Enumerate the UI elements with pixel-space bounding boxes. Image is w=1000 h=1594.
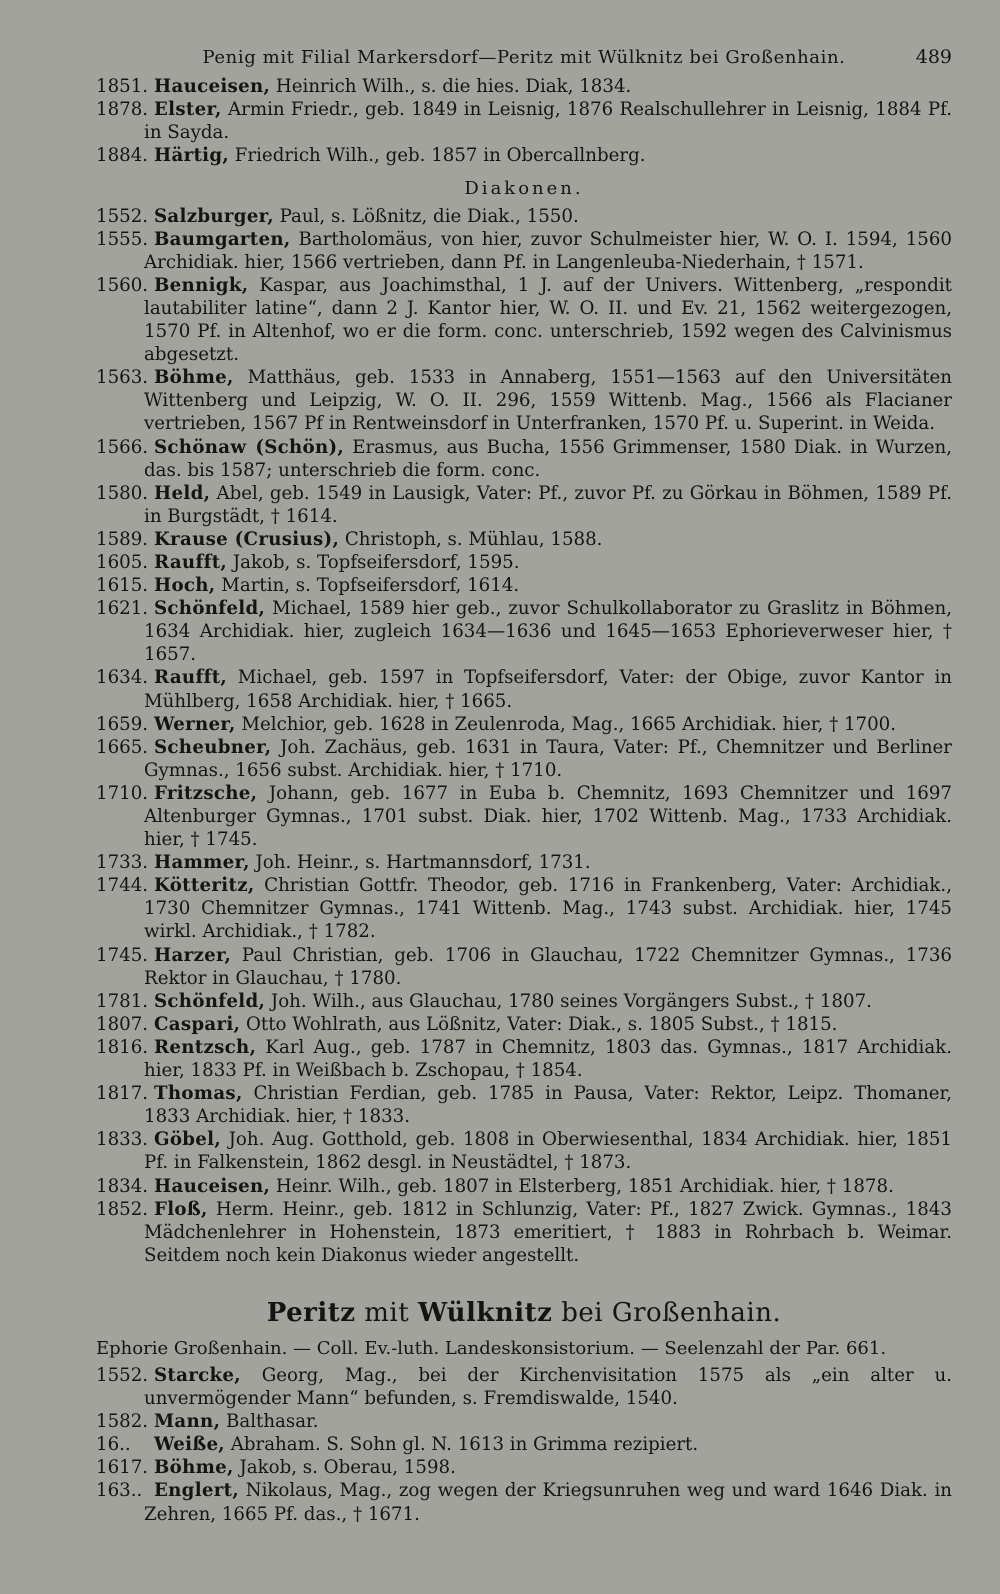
entry-name: Böhme, (154, 367, 234, 389)
entry-text: Nikolaus, Mag., zog wegen der Kriegsunruhen weg und ward 1646 Diak. in Zehren, 1665 Pf. das., † 1671. (144, 1480, 952, 1525)
entry-text: Heinrich Wilh., s. die hies. Diak, 1834. (270, 76, 632, 98)
entry-name: Hauceisen, (154, 1175, 271, 1197)
entry-text: Heinr. Wilh., geb. 1807 in Elsterberg, 1851 Archidiak. hier, † 1878. (270, 1175, 894, 1197)
entry-name: Rentzsch, (154, 1036, 257, 1058)
entry-year: 16.. (96, 1434, 131, 1456)
entry-text: Joh. Heinr., s. Hartmannsdorf, 1731. (249, 852, 591, 874)
entry-name: Harzer, (154, 944, 232, 966)
entry-text: Jakob, s. Topfseifersdorf, 1595. (227, 551, 520, 573)
biography-entry (96, 1364, 952, 1410)
biography-entry (96, 574, 952, 597)
entry-year: 1833. (96, 1129, 149, 1151)
entry-text: Kaspar, aus Joachimsthal, 1 J. auf der Univers. Wittenberg, „respondit lautabiliter latine“, dann 2 J. Kantor hier, W. O. II. und Ev. 21, 1562 weitergezogen, 1570 Pf. in Altenhof, wo er die form. conc. unterschrieb, 1592 wegen des Calvinismus abgesetzt. (144, 274, 952, 366)
entry-text: Christian Gottfr. Theodor, geb. 1716 in Frankenberg, Vater: Archidiak., 1730 Chemnitzer Gymnas., 1741 Wittenb. Mag., 1743 subst. Archidiak. hier, 1745 wirkl. Archidiak., † 1782. (144, 875, 952, 943)
entry-text: Otto Wohlrath, aus Lößnitz, Vater: Diak., s. 1805 Subst., † 1815. (240, 1013, 838, 1035)
running-title: Penig mit Filial Markersdorf—Peritz mit Wülknitz bei Großenhain. (202, 47, 846, 68)
entry-year: 1615. (96, 575, 149, 597)
entry-text: Balthasar. (220, 1411, 319, 1433)
biography-entry (96, 528, 952, 551)
entry-text: Michael, 1589 hier geb., zuvor Schulkollaborator zu Graslitz in Böhmen, 1634 Archidiak. hier, zugleich 1634—1636 und 1645—1653 Ephorieverweser hier, † 1657. (144, 598, 952, 666)
biography-entry (96, 144, 952, 167)
entry-year: 1665. (96, 736, 149, 758)
entry-text: Matthäus, geb. 1533 in Annaberg, 1551—1563 auf den Universitäten Wittenberg und Leipzig, W. O. II. 296, 1559 Wittenb. Mag., 1566 als Flacianer vertrieben, 1567 Pf in Rentweinsdorf in Unterfranken, 1570 Pf. u. Superint. in Weida. (144, 367, 952, 435)
parish-title-connector: mit (355, 1297, 418, 1328)
entry-year: 1605. (96, 551, 149, 573)
entry-text: Martin, s. Topfseifersdorf, 1614. (215, 575, 520, 597)
entry-name: Held, (154, 482, 211, 504)
entry-year: 1552. (96, 205, 149, 227)
entry-year: 1634. (96, 667, 149, 689)
biography-entry (96, 551, 952, 574)
page-number: 489 (915, 46, 952, 68)
entry-name: Weiße, (154, 1434, 225, 1456)
entry-text: Johann, geb. 1677 in Euba b. Chemnitz, 1693 Chemnitzer und 1697 Altenburger Gymnas., 1701 subst. Diak. hier, 1702 Wittenb. Mag., 1733 Archidiak. hier, † 1745. (144, 782, 952, 851)
parish-filial-name: Wülknitz (417, 1297, 553, 1328)
entry-year: 1563. (96, 367, 149, 389)
biography-entry (96, 713, 952, 736)
biography-entry (96, 1128, 952, 1174)
entry-name: Krause (Crusius), (154, 528, 340, 550)
biography-entry (96, 782, 952, 851)
entry-name: Thomas, (154, 1083, 243, 1105)
entry-year: 1834. (96, 1175, 149, 1197)
section-heading-diakonen: Diakonen. (464, 178, 584, 200)
entry-year: 1781. (96, 990, 149, 1012)
biography-entry (96, 1036, 952, 1082)
entry-text: Christian Ferdian, geb. 1785 in Pausa, Vater: Rektor, Leipz. Thomaner, 1833 Archidiak. hier, † 1833. (144, 1083, 952, 1128)
entry-text: Abel, geb. 1549 in Lausigk, Vater: Pf., zuvor Pf. zu Görkau in Böhmen, 1589 Pf. in Burgstädt, † 1614. (144, 482, 952, 527)
entry-text: Paul Christian, geb. 1706 in Glauchau, 1722 Chemnitzer Gymnas., 1736 Rektor in Glauchau, † 1780. (144, 944, 952, 989)
entry-text: Michael, geb. 1597 in Topfseifersdorf, Vater: der Obige, zuvor Kantor in Mühlberg, 1658 Archidiak. hier, † 1665. (144, 667, 952, 712)
entry-year: 1710. (96, 782, 149, 804)
entry-year: 1582. (96, 1411, 149, 1433)
entry-year: 1878. (96, 99, 149, 121)
entry-text: Armin Friedr., geb. 1849 in Leisnig, 1876 Realschullehrer in Leisnig, 1884 Pf. in Sayda. (144, 99, 952, 144)
entry-year: 1807. (96, 1013, 149, 1035)
entry-name: Raufft, (154, 551, 228, 573)
entry-name: Starcke, (154, 1364, 241, 1386)
entry-name: Werner, (154, 713, 236, 735)
entry-name: Floß, (154, 1198, 208, 1220)
entry-name: Göbel, (154, 1129, 221, 1151)
entry-text: Friedrich Wilh., geb. 1857 in Obercallnberg. (229, 145, 646, 167)
running-header (96, 46, 952, 69)
entry-year: 1552. (96, 1364, 149, 1386)
biography-entry (96, 366, 952, 435)
entry-year: 1580. (96, 482, 149, 504)
entry-name: Mann, (154, 1411, 221, 1433)
entry-year: 1560. (96, 274, 149, 296)
diakonen-list (96, 205, 952, 1267)
entry-name: Baumgarten, (154, 228, 291, 250)
entry-text: Joh. Aug. Gotthold, geb. 1808 in Oberwiesenthal, 1834 Archidiak. hier, 1851 Pf. in Falkenstein, 1862 desgl. in Neustädtel, † 1873. (144, 1129, 952, 1174)
entry-name: Schönfeld, (154, 598, 266, 620)
entry-year: 1589. (96, 528, 149, 550)
biography-entry (96, 990, 952, 1013)
parish-title (96, 1297, 952, 1329)
entry-year: 1566. (96, 436, 149, 458)
entry-year: 1884. (96, 145, 149, 167)
biography-entry (96, 1479, 952, 1525)
biography-entry (96, 597, 952, 666)
entry-name: Scheubner, (154, 736, 272, 758)
entry-text: Jakob, s. Oberau, 1598. (233, 1457, 456, 1479)
entry-name: Schönaw (Schön), (154, 436, 345, 458)
entry-year: 1744. (96, 875, 149, 897)
entry-text: Christoph, s. Mühlau, 1588. (339, 528, 603, 550)
entry-year: 1621. (96, 598, 149, 620)
entry-name: Fritzsche, (154, 782, 258, 804)
entry-name: Raufft, (154, 667, 228, 689)
entry-name: Böhme, (154, 1457, 234, 1479)
parish-name: Peritz (266, 1297, 356, 1328)
entry-year: 163.. (96, 1480, 143, 1502)
entry-name: Kötteritz, (154, 875, 255, 897)
entry-text: Karl Aug., geb. 1787 in Chemnitz, 1803 das. Gymnas., 1817 Archidiak. hier, 1833 Pf. in Weißbach b. Zschopau, † 1854. (144, 1036, 952, 1082)
biography-entry (96, 1410, 952, 1433)
entry-text: Herm. Heinr., geb. 1812 in Schlunzig, Vater: Pf., 1827 Zwick. Gymnas., 1843 Mädchenlehrer in Hohenstein, 1873 emeritiert, † 1883 in Rohrbach b. Weimar. Seitdem noch kein Diakonus wieder angestellt. (144, 1198, 952, 1266)
entry-year: 1816. (96, 1036, 149, 1058)
entry-year: 1733. (96, 852, 149, 874)
biography-entry (96, 851, 952, 874)
entry-year: 1817. (96, 1083, 149, 1105)
pastor-list (96, 75, 952, 167)
entry-name: Härtig, (154, 145, 230, 167)
parish-title-location: bei Großenhain. (552, 1297, 782, 1328)
entry-name: Caspari, (154, 1013, 241, 1035)
entry-year: 1659. (96, 713, 149, 735)
biography-entry (96, 1198, 952, 1267)
biography-entry (96, 1456, 952, 1479)
biography-entry (96, 228, 952, 274)
entry-text: Georg, Mag., bei der Kirchenvisitation 1575 als „ein alter u. unvermögender Mann“ befunden, s. Fremdiswalde, 1540. (144, 1364, 952, 1410)
biography-entry (96, 436, 952, 482)
peritz-pastor-list (96, 1364, 952, 1526)
entry-year: 1555. (96, 228, 149, 250)
entry-name: Elster, (154, 99, 222, 121)
biography-entry (96, 874, 952, 943)
entry-year: 1745. (96, 944, 149, 966)
biography-entry (96, 736, 952, 782)
entry-text: Abraham. S. Sohn gl. N. 1613 in Grimma rezipiert. (224, 1434, 699, 1456)
entry-text: Melchior, geb. 1628 in Zeulenroda, Mag., 1665 Archidiak. hier, † 1700. (235, 713, 897, 735)
entry-year: 1851. (96, 76, 149, 98)
entry-text: Erasmus, aus Bucha, 1556 Grimmenser, 1580 Diak. in Wurzen, das. bis 1587; unterschrieb die form. conc. (144, 436, 953, 481)
entry-name: Salzburger, (154, 205, 274, 227)
biography-entry (96, 482, 952, 528)
biography-entry (96, 1082, 952, 1128)
entry-text: Joh. Zachäus, geb. 1631 in Taura, Vater: Pf., Chemnitzer und Berliner Gymnas., 1656 subst. Archidiak. hier, † 1710. (144, 736, 952, 781)
biography-entry (96, 944, 952, 990)
entry-name: Hammer, (154, 852, 250, 874)
entry-year: 1852. (96, 1198, 149, 1220)
biography-entry (96, 75, 952, 98)
entry-name: Englert, (154, 1480, 239, 1502)
entry-name: Hoch, (154, 575, 216, 597)
entry-text: Joh. Wilh., aus Glauchau, 1780 seines Vorgängers Subst., † 1807. (265, 990, 872, 1012)
entry-text: Paul, s. Lößnitz, die Diak., 1550. (273, 205, 579, 227)
entry-year: 1617. (96, 1457, 149, 1479)
biography-entry (96, 205, 952, 228)
entry-name: Hauceisen, (154, 76, 271, 98)
parish-meta: Ephorie Großenhain. — Coll. Ev.-luth. Landeskonsistorium. — Seelenzahl der Par. 661. (96, 1337, 887, 1359)
entry-name: Bennigk, (154, 274, 249, 296)
entry-text: Bartholomäus, von hier, zuvor Schulmeister hier, W. O. I. 1594, 1560 Archidiak. hier, 1566 vertrieben, dann Pf. in Langenleuba-Niederhain, † 1571. (144, 228, 952, 273)
biography-entry (96, 1175, 952, 1198)
biography-entry (96, 1013, 952, 1036)
biography-entry (96, 666, 952, 712)
biography-entry (96, 274, 952, 366)
biography-entry (96, 1433, 952, 1456)
biography-entry (96, 98, 952, 144)
entry-name: Schönfeld, (154, 990, 266, 1012)
